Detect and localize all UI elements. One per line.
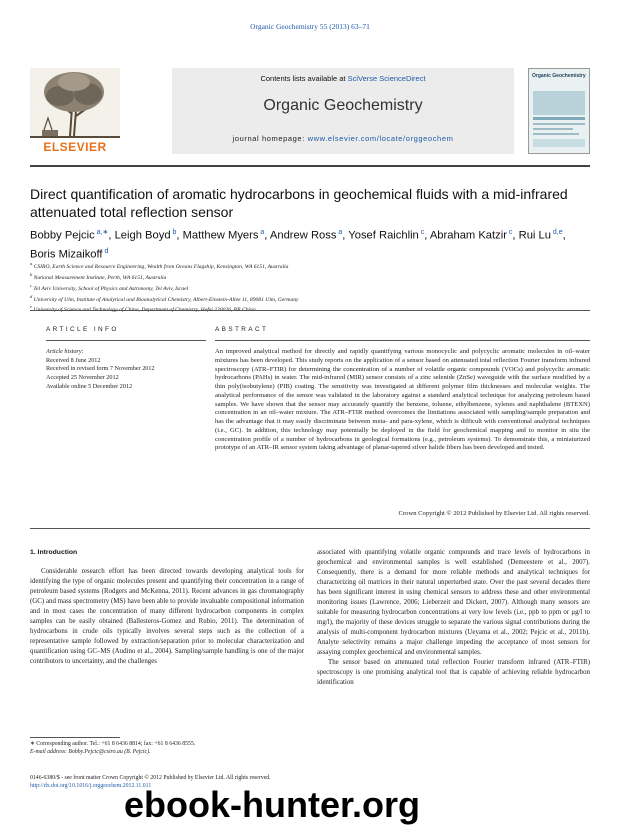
author-affiliation-marker[interactable]: d: [102, 247, 109, 255]
affiliation-item: [30, 282, 590, 293]
affiliation-marker: e: [30, 304, 32, 310]
affiliation-item: [30, 271, 590, 282]
history-label: Article history:: [46, 348, 84, 355]
author-affiliation-marker[interactable]: a: [336, 229, 343, 236]
elsevier-wordmark: ELSEVIER: [43, 140, 107, 154]
history-online: Available online 5 December 2012: [46, 382, 133, 390]
affiliation-item: [30, 260, 590, 271]
author-name[interactable]: Bobby Pejcic: [30, 229, 95, 242]
header-divider: [30, 165, 590, 167]
author-affiliation-marker[interactable]: c: [418, 229, 425, 236]
body-column-right: [317, 548, 590, 688]
abstract-heading: ABSTRACT: [215, 326, 269, 333]
article-info-heading: ARTICLE INFO: [46, 326, 119, 333]
author-name[interactable]: Abraham Katzir: [429, 229, 507, 242]
affiliation-text: National Measurement Institute, Perth, WA 6151, Australia: [32, 274, 167, 281]
author-affiliation-marker[interactable]: c: [506, 229, 513, 236]
history-accepted: Accepted 25 November 2012: [46, 374, 119, 382]
footnote-rule: [30, 737, 120, 738]
affiliation-text: University of Science and Technology of China, Department of Chemistry, Hefei 230026, PR China: [32, 307, 256, 314]
author-affiliation-marker[interactable]: a,∗: [94, 229, 109, 236]
article-title: Direct quantification of aromatic hydrocarbons in geochemical fluids with a mid-infrared attenuated total reflection sensor: [30, 186, 568, 220]
affiliation-text: CSIRO, Earth Science and Resource Engineering, Wealth from Oceans Flagship, Kensington, WA 6151, Australia: [32, 263, 289, 270]
author-name[interactable]: Yosef Raichlin: [348, 229, 419, 242]
homepage-prefix: journal homepage:: [232, 134, 308, 143]
author-name[interactable]: Leigh Boyd: [114, 229, 171, 242]
history-revised: Received in revised form 7 November 2012: [46, 365, 155, 373]
abstract-rule: [215, 340, 590, 341]
introduction-heading: 1. Introduction: [30, 549, 78, 556]
author-affiliation-marker[interactable]: d,e: [550, 229, 563, 236]
footnote-contact: ∗ Corresponding author. Tel.: +61 8 6436 8814; fax: +61 8 6436 8555.: [30, 741, 196, 747]
footnote-email[interactable]: E-mail address: Bobby.Pejcic@csiro.au (B. Pejcic).: [30, 748, 151, 755]
watermark: ebook-hunter.org: [124, 784, 420, 825]
intro-paragraph-2: The sensor based on attenuated total reflection Fourier transform infrared (ATR–FTIR) spectroscopy is one promising analytical tool that is capable of achieving reliable hydrocarbon identification: [317, 659, 590, 686]
journal-homepage: [172, 134, 514, 143]
article-history: [46, 348, 206, 392]
author-name[interactable]: Matthew Myers: [182, 229, 259, 242]
abstract-copyright: Crown Copyright © 2012 Published by Elsevier Ltd. All rights reserved.: [398, 510, 590, 517]
history-received: Received 8 June 2012: [46, 356, 101, 364]
intro-paragraph-1-cont: associated with quantifying volatile organic compounds and trace levels of hydrocarbons in geochemical and environmental samples is well established (Demeestere et al., 2007). Consequently, there is a demand for more reliable methods and analytical techniques for characterizing oil matrices in their natural unperturbed state. Over the past several decades there has been significant interest in using chemical sensors to address these and other environmental monitoring issues (Lawrence, 2006; Lieberzeit and Dickert, 2007). Although many sensors are suitable for measuring hydrocarbon concentrations at very low levels (i.e., ppb to ppm or μg/l to mg/l), the majority of these devices struggle to separate the various signal contributions during the analysis of multi-component hydrocarbon mixtures (Ueyama et al., 2002; Pejcic et al., 2011b). Analyte selectivity remains a major challenge impeding the acceptance of most sensors for assaying complex geochemical and environmental samples.: [317, 549, 590, 656]
contents-line: [172, 74, 514, 83]
affiliation-marker: d: [30, 293, 33, 299]
info-rule: [46, 340, 206, 341]
contents-prefix: Contents lists available at: [260, 74, 348, 83]
doi-link[interactable]: http://dx.doi.org/10.1016/j.orggeochem.2012.11.011: [30, 782, 152, 789]
body-divider: [30, 528, 590, 529]
affiliation-text: Tel Aviv University, School of Physics and Astronomy, Tel Aviv, Israel: [32, 285, 189, 292]
corresponding-author-footnote: [30, 741, 304, 756]
cover-art: [529, 69, 589, 153]
cover-title: Organic Geochemistry: [532, 73, 586, 79]
author-name[interactable]: Boris Mizaikoff: [30, 248, 103, 261]
affiliation-marker: a: [30, 261, 33, 266]
journal-cover-thumbnail[interactable]: [528, 68, 590, 154]
author-name[interactable]: Andrew Ross: [269, 229, 337, 242]
affiliation-marker: c: [30, 282, 32, 288]
abstract-text: An improved analytical method for directly and rapidly quantifying various monocyclic and polycyclic aromatic molecules in oil–water mixtures has been developed. This study reports on the application of a sensor based on attenuated total reflection Fourier transform infrared spectroscopy (ATR–FTIR) for determining the concentration of a number of volatile organic compounds (VOCs) and polycyclic aromatic hydrocarbons (PAHs) in water. The mid-infrared (MIR) sensor consists of a zinc selenide (ZnSe) waveguide with the surface modified by a thin poly(isobutylene) (PIB) coating. The sensitivity was investigated at different polymer film thicknesses and molecular weights. The analytical performance of the sensor was validated in the laboratory against a standard analytical technique for analyzing petroleum based samples. We have shown that the sensor may accurately quantify the benzene, toluene, ethylbenzene, xylenes and naphthalene (BTEXN) concentration in an oil–water mixture. The ATR–FTIR method overcomes the limitations associated with sampling/sample preparation and has the advantage that it may easily discriminate between meta- and para-xylene, which is difficult with conventional analytical techniques (i.e., GC). In addition, this technology may potentially be deployed in the field for geochemical mapping and to monitor in situ the concentration profile of a number of hydrocarbons in geological formations (e.g., petroleum systems). To demonstrate this, a miniaturized prototype of an ATR–IR sensor system taking advantage of planar-tapered silver halide fibers has been developed and tested.: [215, 348, 590, 452]
intro-paragraph-1: Considerable research effort has been directed towards developing analytical tools for identifying the type of organic molecules present and quantifying their concentration in a range of petroleum based systems (Rodgers and McKenna, 2011). Recent advances in gas chromatography (GC) and mass spectrometry (MS) have been able to provide invaluable compositional information and in most cases the concentration of many different hydrocarbon components in complex samples can be easily obtained (Ballesteros-Gomez and Rubio, 2011). The determination of hydrocarbons in crude oils typically involves several steps such as the collection of a representative sample followed by extraction/separation prior to molecular characterization and quantification using GC–MS (Audino et al., 2004). Sampling/sample handling is one of the major contributors to uncertainty, and the challenges: [30, 568, 304, 665]
journal-reference[interactable]: Organic Geochemistry 55 (2013) 63–71: [250, 22, 370, 31]
affiliation-item: [30, 293, 590, 304]
body-column-left: [30, 567, 304, 667]
section-divider: [30, 310, 590, 311]
issn-line: 0146-6380/$ - see front matter Crown Copyright © 2012 Published by Elsevier Ltd. All rights reserved.: [30, 775, 271, 781]
affiliation-item: [30, 303, 590, 314]
author-name[interactable]: Rui Lu: [518, 229, 551, 242]
author-affiliation-marker[interactable]: a: [258, 229, 265, 236]
elsevier-tree-logo: [30, 68, 120, 150]
homepage-link[interactable]: www.elsevier.com/locate/orggeochem: [307, 134, 454, 143]
affiliation-marker: b: [30, 271, 33, 277]
sciencedirect-link[interactable]: SciVerse ScienceDirect: [347, 74, 426, 83]
affiliation-list: [30, 260, 590, 314]
affiliation-text: University of Ulm, Institute of Analytical and Bioanalytical Chemistry, Albert-Einstein-Allee 11, 89081 Ulm, Germany: [32, 296, 299, 303]
journal-title: Organic Geochemistry: [263, 97, 423, 114]
author-list: Bobby Pejcic $^{a,∗}$, Leigh Boyd $^b$, Matthew Myers $^a$, Andrew Ross $^a$, Yosef Raichlin $^c$, Abraham Katzir $^c$, Rui Lu $^{d,e}$, Boris Mizaikoff $^d$: [30, 229, 566, 261]
author-affiliation-marker[interactable]: b: [170, 229, 177, 236]
